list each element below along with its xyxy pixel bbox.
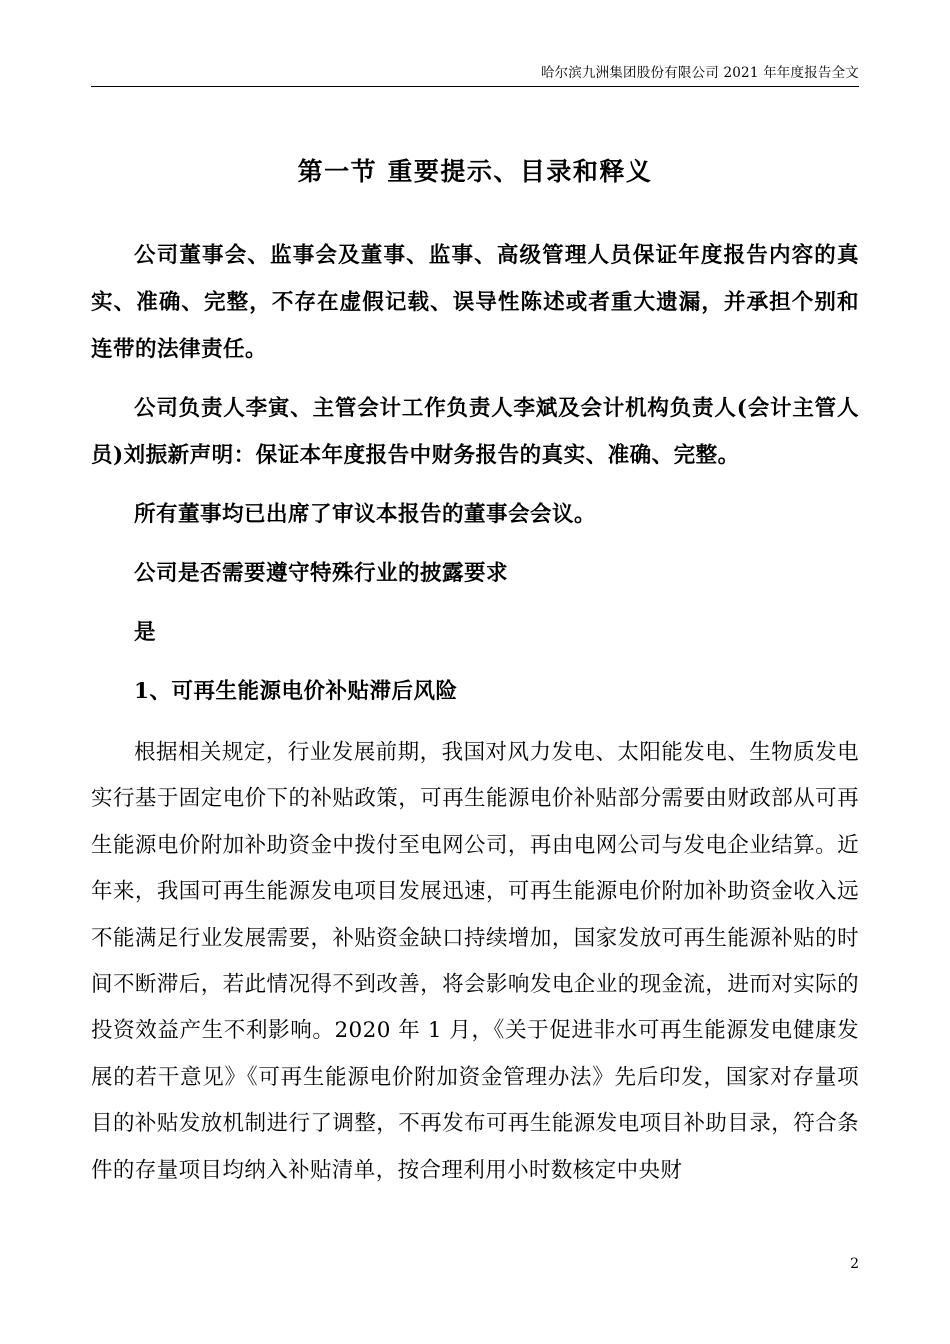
header-divider [91,86,859,87]
section-title: 第一节 重要提示、目录和释义 [297,157,653,186]
page-header-title: 哈尔滨九洲集团股份有限公司 2021 年年度报告全文 [540,65,859,81]
risk-body-paragraph: 根据相关规定，行业发展前期，我国对风力发电、太阳能发电、生物质发电实行基于固定电价下的补贴政策，可再生能源电价补贴部分需要由财政部从可再生能源电价附加补助资金中拨付至电网公司，再由电网公司与发电企业结算。近年来，我国可再生能源发电项目发展迅速，可再生能源电价附加补助资金收入远不能满足行业发展需要，补贴资金缺口持续增加，国家发放可再生能源补贴的时间不断滞后，若此情况得不到改善，将会影响发电企业的现金流，进而对实际的投资效益产生不利影响。2020 年 1 月，《关于促进非水可再生能源发电健康发展的若干意见》《可再生能源电价附加资金管理办法》先后印发，国家对存量项目的补贴发放机制进行了调整，不再发布可再生能源发电项目补助目录，符合条件的存量项目均纳入补贴清单，按合理利用小时数核定中央财 [91,740,859,1183]
statement-paragraph-1: 公司董事会、监事会及董事、监事、高级管理人员保证年度报告内容的真实、准确、完整，不存在虚假记载、误导性陈述或者重大遗漏，并承担个别和连带的法律责任。 [91,243,859,362]
disclosure-question: 公司是否需要遵守特殊行业的披露要求 [134,561,509,586]
disclosure-answer: 是 [134,620,157,645]
risk-heading: 1、可再生能源电价补贴滞后风险 [134,679,458,704]
statement-paragraph-2: 公司负责人李寅、主管会计工作负责人李斌及会计机构负责人(会计主管人员)刘振新声明：保证本年度报告中财务报告的真实、准确、完整。 [91,396,859,468]
statement-paragraph-3: 所有董事均已出席了审议本报告的董事会会议。 [134,502,597,527]
document-body [91,232,859,1194]
page-number: 2 [850,1256,859,1272]
